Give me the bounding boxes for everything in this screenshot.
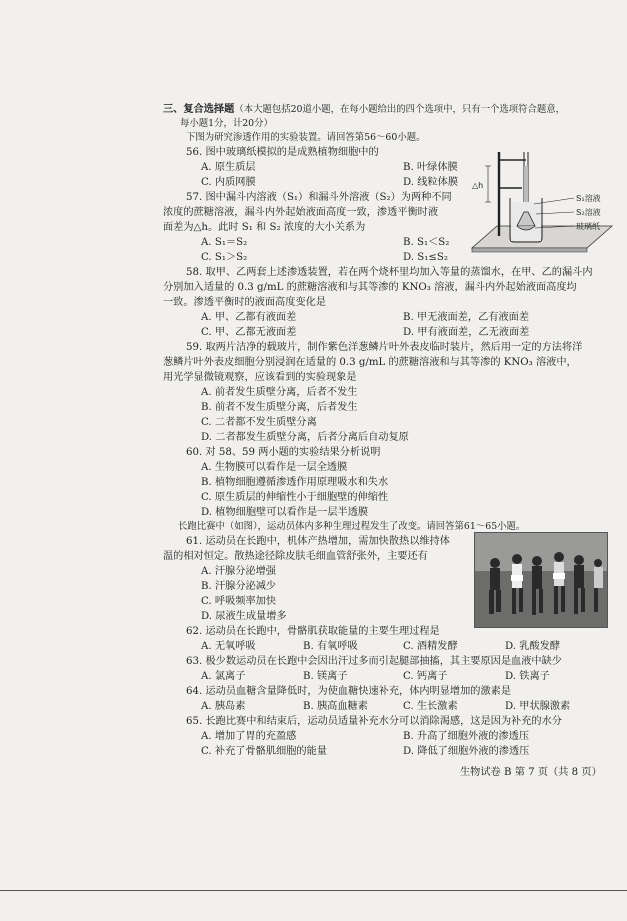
q59-option-a: A. 前者发生质壁分离，后者不发生 — [201, 387, 358, 398]
q63-option-d: D. 铁离子 — [505, 671, 550, 682]
q61-line-1: 61. 运动员在长跑中，机体产热增加，需加快散热以维持体 — [186, 536, 450, 547]
q58-line-2: 分别加入适量的 0.3 g/mL 的蔗糖溶液和与其等渗的 KNO₃ 溶液，漏斗内外起始液面高度均 — [163, 282, 577, 293]
q64-option-b: B. 胰高血糖素 — [303, 701, 368, 712]
q62-option-c: C. 酒精发酵 — [403, 641, 458, 652]
q58-option-b: B. 甲无液面差，乙有液面差 — [403, 312, 530, 323]
q60-option-d: D. 植物细胞壁可以看作是一层半透膜 — [201, 507, 369, 518]
q64-stem: 64. 运动员血糖含量降低时，为使血糖快速补充，体内明显增加的激素是 — [186, 686, 512, 697]
q57-option-d: D. S₁≤S₂ — [403, 252, 448, 263]
q65-option-c: C. 补充了骨骼肌细胞的能量 — [201, 746, 327, 757]
q62-option-d: D. 乳酸发酵 — [505, 641, 561, 652]
q64-option-c: C. 生长激素 — [403, 701, 458, 712]
q62-option-a: A. 无氧呼吸 — [201, 641, 256, 652]
q60-option-c: C. 原生质层的伸缩性小于细胞壁的伸缩性 — [201, 492, 389, 503]
q65-option-d: D. 降低了细胞外液的渗透压 — [403, 746, 530, 757]
q57-option-b: B. S₁＜S₂ — [403, 237, 450, 248]
q56-option-a: A. 原生质层 — [201, 162, 256, 173]
section-header — [163, 103, 565, 116]
q65-option-a: A. 增加了胃的充盈感 — [201, 731, 297, 742]
q59-line-2: 葱鳞片叶外表皮细胞分别浸润在适量的 0.3 g/mL 的蔗糖溶液和与其等渗的 KNO₃ 溶液中， — [163, 357, 577, 368]
intro-long-distance-run: 长跑比赛中（如图），运动员体内多种生理过程发生了改变。请回答第61～65小题。 — [178, 521, 526, 532]
q65-option-b: B. 升高了细胞外液的渗透压 — [403, 731, 530, 742]
q59-line-3: 用光学显微镜观察，应该看到的实验现象是 — [163, 372, 357, 383]
runners-photo — [474, 532, 608, 628]
q57-option-c: C. S₁＞S₂ — [201, 252, 248, 263]
q60-option-b: B. 植物细胞遵循渗透作用原理吸水和失水 — [201, 477, 389, 488]
figure-s2-label: S₂溶液 — [576, 208, 601, 217]
figure-s1-label: S₁溶液 — [576, 194, 601, 203]
q60-stem: 60. 对 58、59 两小题的实验结果分析说明 — [186, 447, 381, 458]
q56-stem: 56. 图中玻璃纸模拟的是成熟植物细胞中的 — [186, 147, 379, 158]
q62-option-b: B. 有氧呼吸 — [303, 641, 358, 652]
q61-option-c: C. 呼吸频率加快 — [201, 596, 277, 607]
bottom-divider — [0, 890, 627, 891]
q56-option-b: B. 叶绿体膜 — [403, 162, 458, 173]
q63-option-a: A. 氯离子 — [201, 671, 246, 682]
q63-option-b: B. 镁离子 — [303, 671, 348, 682]
page-footer: 生物试卷 B 第 7 页（共 8 页） — [460, 767, 602, 778]
q62-stem: 62. 运动员在长跑中，骨骼肌获取能量的主要生理过程是 — [186, 626, 440, 637]
q59-line-1: 59. 取两片洁净的载玻片，制作紫色洋葱鳞片叶外表皮临时装片，然后用一定的方法将洋 — [186, 342, 583, 353]
section-title: 三、复合选择题 — [163, 103, 235, 115]
q57-option-a: A. S₁＝S₂ — [201, 237, 248, 248]
q58-option-a: A. 甲、乙都有液面差 — [201, 312, 297, 323]
q61-option-b: B. 汗腺分泌减少 — [201, 581, 277, 592]
q58-line-3: 一致。渗透平衡时的液面高度变化是 — [163, 297, 326, 308]
q61-line-2: 温的相对恒定。散热途径除皮肤毛细血管舒张外，主要还有 — [163, 551, 428, 562]
q61-option-d: D. 尿液生成量增多 — [201, 611, 287, 622]
q56-option-d: D. 线粒体膜 — [403, 177, 459, 188]
q65-stem: 65. 长跑比赛中和结束后，运动员适量补充水分可以消除渴感，这是因为补充的水分 — [186, 716, 562, 727]
q59-option-b: B. 前者不发生质壁分离，后者发生 — [201, 402, 358, 413]
q59-option-c: C. 二者都不发生质壁分离 — [201, 417, 317, 428]
section-desc-1: （本大题包括20道小题，在每小题给出的四个选项中，只有一个选项符合题意， — [234, 104, 565, 115]
q63-stem: 63. 极少数运动员在长跑中会因出汗过多而引起腿部抽搐，其主要原因是血液中缺少 — [186, 656, 562, 667]
intro-osmosis: 下图为研究渗透作用的实验装置。请回答第56～60小题。 — [186, 132, 426, 143]
q61-option-a: A. 汗腺分泌增强 — [201, 566, 276, 577]
q57-line-1: 57. 图中漏斗内溶液（S₁）和漏斗外溶液（S₂）为两种不同 — [186, 192, 452, 203]
q57-line-3: 面差为△h。此时 S₁ 和 S₂ 浓度的大小关系为 — [163, 222, 366, 233]
q60-option-a: A. 生物膜可以看作是一层全透膜 — [201, 462, 348, 473]
q58-option-c: C. 甲、乙都无液面差 — [201, 327, 297, 338]
q64-option-a: A. 胰岛素 — [201, 701, 246, 712]
q56-option-c: C. 内质网膜 — [201, 177, 256, 188]
section-desc-2: 每小题1分，计20分） — [180, 118, 273, 129]
q58-option-d: D. 甲有液面差，乙无液面差 — [403, 327, 530, 338]
q59-option-d: D. 二者都发生质壁分离，后者分离后自动复原 — [201, 432, 409, 443]
q57-line-2: 浓度的蔗糖溶液，漏斗内外起始液面高度一致，渗透平衡时液 — [163, 207, 439, 218]
q64-option-d: D. 甲状腺激素 — [505, 701, 571, 712]
figure-glass-paper-label: 玻璃纸 — [576, 222, 600, 231]
q63-option-c: C. 钙离子 — [403, 671, 448, 682]
q58-line-1: 58. 取甲、乙两套上述渗透装置，若在两个烧杯里均加入等量的蒸馏水，在甲、乙的漏斗内 — [186, 267, 593, 278]
figure-dh-label: △h — [472, 181, 484, 190]
